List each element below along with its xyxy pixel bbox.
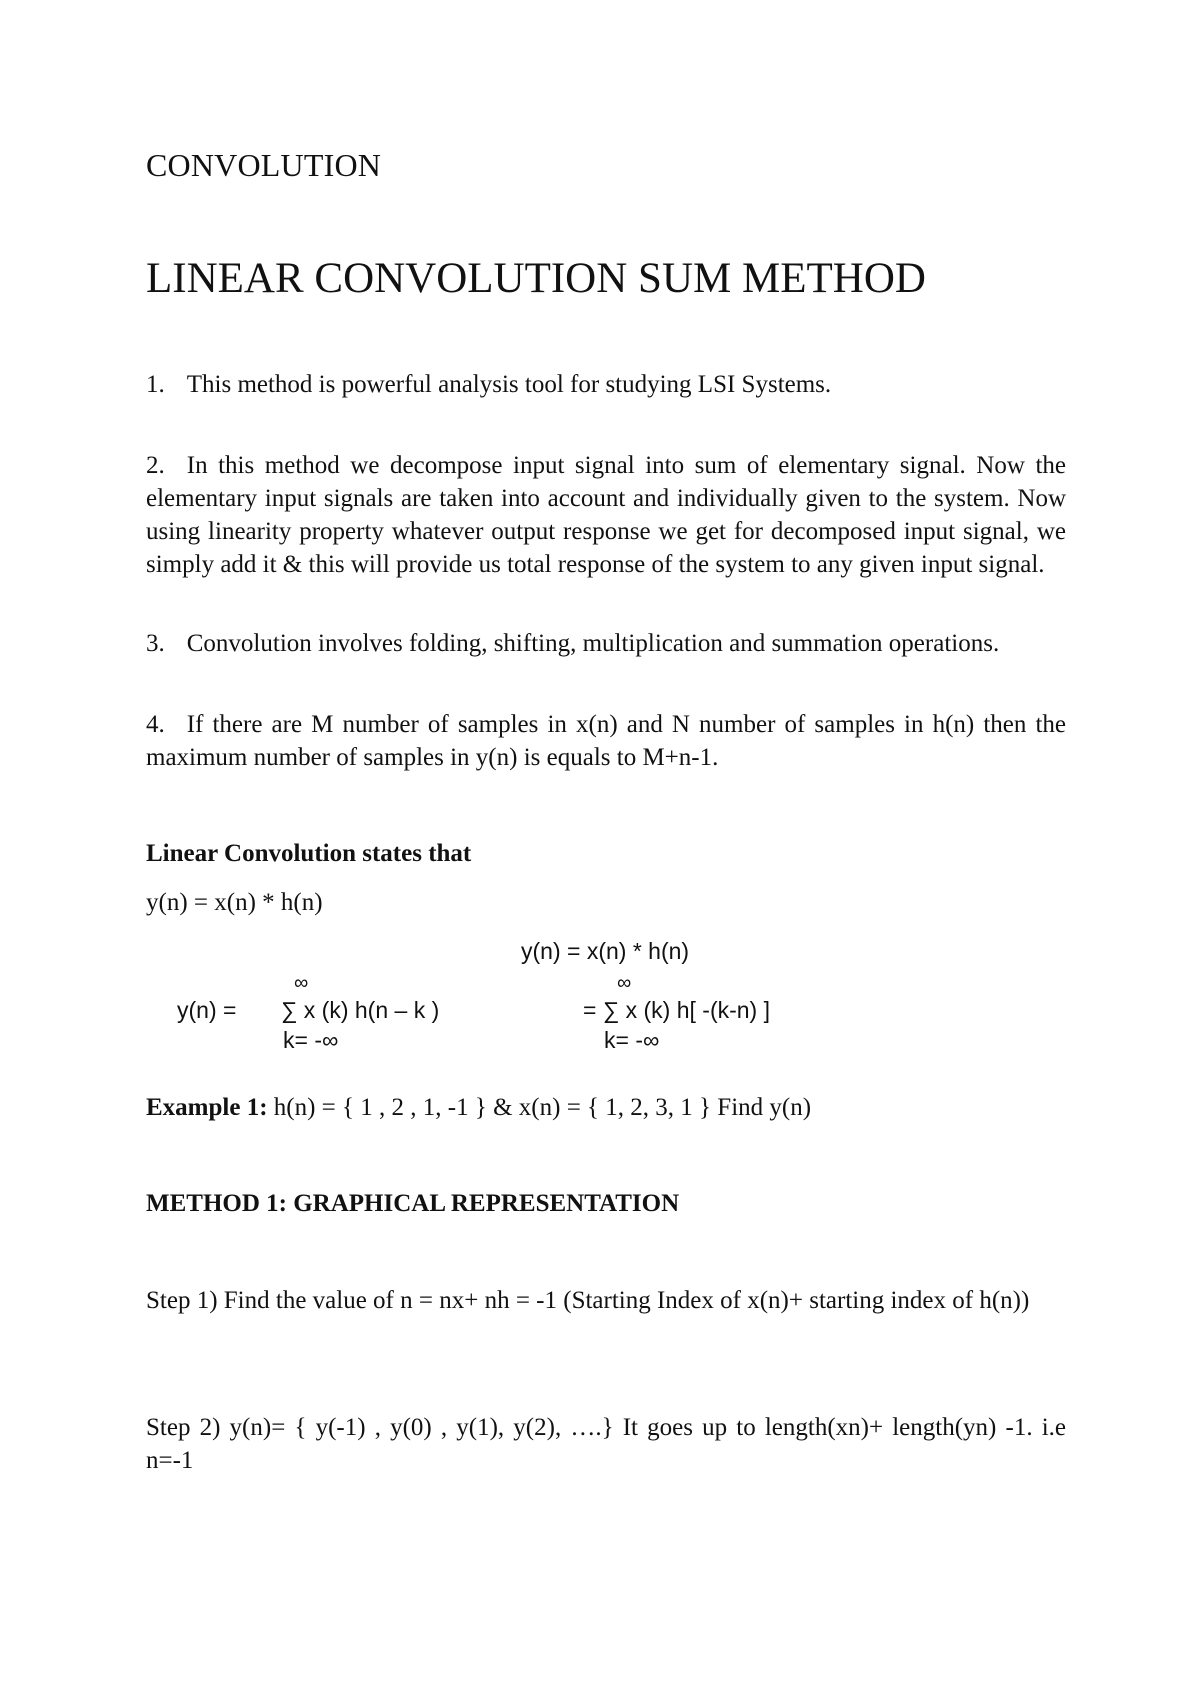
- point-number: 4.: [146, 711, 165, 738]
- states-equation: y(n) = x(n) * h(n): [146, 889, 323, 916]
- formula-right-top: y(n) = x(n) * h(n): [521, 938, 690, 964]
- formula-left-lower: k= -∞: [283, 1027, 339, 1053]
- point-number: 2.: [146, 452, 165, 479]
- point-1: [146, 368, 1066, 401]
- section-title: LINEAR CONVOLUTION SUM METHOD: [146, 255, 926, 302]
- formula-left-sum: ∑ x (k) h(n – k ): [281, 997, 440, 1023]
- formula-right-sum: = ∑ x (k) h[ -(k-n) ]: [583, 997, 770, 1023]
- example-label: Example 1:: [146, 1094, 268, 1121]
- example-text: h(n) = { 1 , 2 , 1, -1 } & x(n) = { 1, 2, 3, 1 } Find y(n): [267, 1094, 812, 1121]
- point-text: If there are M number of samples in x(n) and N number of samples in h(n) then the maximum number of samples in y(n) is equals to M+n-1.: [146, 711, 1066, 771]
- method-heading: METHOD 1: GRAPHICAL REPRESENTATION: [146, 1190, 680, 1217]
- point-number: 1.: [146, 371, 165, 398]
- formula-right-infinity: ∞: [617, 972, 632, 994]
- point-text: Convolution involves folding, shifting, multiplication and summation operations.: [186, 630, 1000, 657]
- point-number: 3.: [146, 630, 165, 657]
- point-text: This method is powerful analysis tool for studying LSI Systems.: [186, 371, 832, 398]
- point-2: [146, 449, 1066, 581]
- step-2: Step 2) y(n)= { y(-1) , y(0) , y(1), y(2), ….} It goes up to length(xn)+ length(yn) -1. i.e n=-1: [146, 1414, 1066, 1474]
- formula-left-infinity: ∞: [294, 972, 309, 994]
- point-text: In this method we decompose input signal into sum of elementary signal. Now the elementary input signals are taken into account and individually given to the system. Now using linearity property whatever output response we get for decomposed input signal, we simply add it & this will provide us total response of the system to any given input signal.: [146, 452, 1066, 578]
- point-4: [146, 708, 1066, 774]
- states-heading: Linear Convolution states that: [146, 840, 472, 867]
- point-3: [146, 627, 1066, 660]
- page-title: CONVOLUTION: [146, 147, 382, 183]
- step-1: Step 1) Find the value of n = nx+ nh = -1 (Starting Index of x(n)+ starting index of h(n)): [146, 1287, 1030, 1314]
- formula-right-lower: k= -∞: [604, 1027, 660, 1053]
- formula-left-lhs: y(n) =: [177, 997, 237, 1023]
- example-1: [146, 1091, 811, 1124]
